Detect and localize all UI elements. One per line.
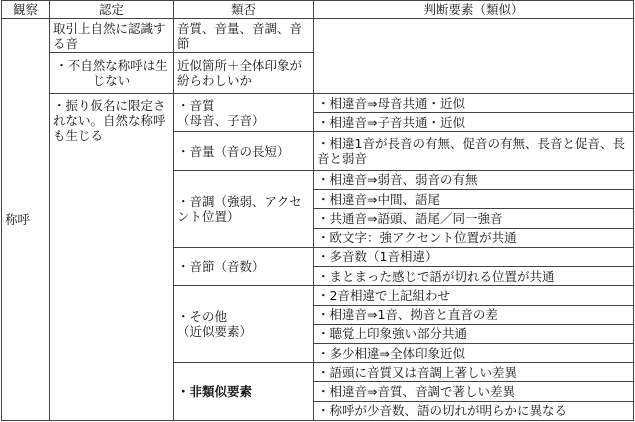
judgment-item: ・語頭に音質又は音調上著しい差異 (314, 363, 634, 382)
header-judgment: 判断要素（類似） (314, 1, 634, 19)
similarity-cell-2: 近似箇所＋全体印象が紛らわしいか (174, 53, 314, 94)
header-similarity: 類否 (174, 1, 314, 19)
judgment-item: ・相違音⇒子音共通・近似 (314, 113, 634, 132)
judgment-item: ・相違音⇒1音、拗音と直音の差 (314, 305, 634, 324)
observation-cell: 称呼 (2, 19, 50, 421)
judgment-item: ・多少相違⇒全体印象近似 (314, 343, 634, 362)
judgment-item: ・相違1音が長音の有無、促音の有無、長音と促音、長音と弱音 (314, 132, 634, 170)
judgment-item: ・相違音⇒中間、語尾 (314, 190, 634, 209)
judgment-item: ・相違音⇒音質、音調で著しい差異 (314, 382, 634, 401)
similarity-onryo: ・音量（音の長短） (174, 132, 314, 170)
recognition-cell-1: 取引上自然に認識する音 (50, 19, 174, 53)
similarity-onchou: ・音調（強弱、アクセント位置） (174, 170, 314, 247)
similarity-cell-1: 音質、音量、音調、音節 (174, 19, 314, 53)
table-row (2, 93, 634, 112)
recognition-cell-2: ・不自然な称呼は生じない (50, 53, 174, 94)
similarity-hiruiji: ・非類似要素 (174, 363, 314, 421)
header-observation: 観察 (2, 1, 50, 19)
judgment-item: ・欧文字：強アクセント位置が共通 (314, 228, 634, 247)
judgment-item: ・多音数（1音相違） (314, 247, 634, 266)
judgment-item: ・2音相違で上記組わせ (314, 286, 634, 305)
judgment-item: ・聴覚上印象強い部分共通 (314, 324, 634, 343)
judgment-item: ・相違音⇒弱音、弱音の有無 (314, 170, 634, 189)
recognition-cell-3: ・振り仮名に限定されない。自然な称呼も生じる (50, 93, 174, 420)
similarity-sonota: ・その他 （近似要素） (174, 286, 314, 363)
header-recognition: 認定 (50, 1, 174, 19)
header-row (2, 1, 634, 19)
similarity-onsetsu: ・音節（音数） (174, 247, 314, 285)
similarity-table (1, 0, 634, 421)
judgment-item: ・相違音⇒母音共通・近似 (314, 93, 634, 112)
table-row (2, 19, 634, 53)
judgment-item: ・称呼が少音数、語の切れが明らかに異なる (314, 401, 634, 420)
judgment-cell-empty (314, 19, 634, 94)
judgment-item: ・まとまった感じで語が切れる位置が共通 (314, 267, 634, 286)
judgment-item: ・共通音⇒語頭、語尾／同一強音 (314, 209, 634, 228)
similarity-onshitsu: ・音質 （母音、子音） (174, 93, 314, 131)
